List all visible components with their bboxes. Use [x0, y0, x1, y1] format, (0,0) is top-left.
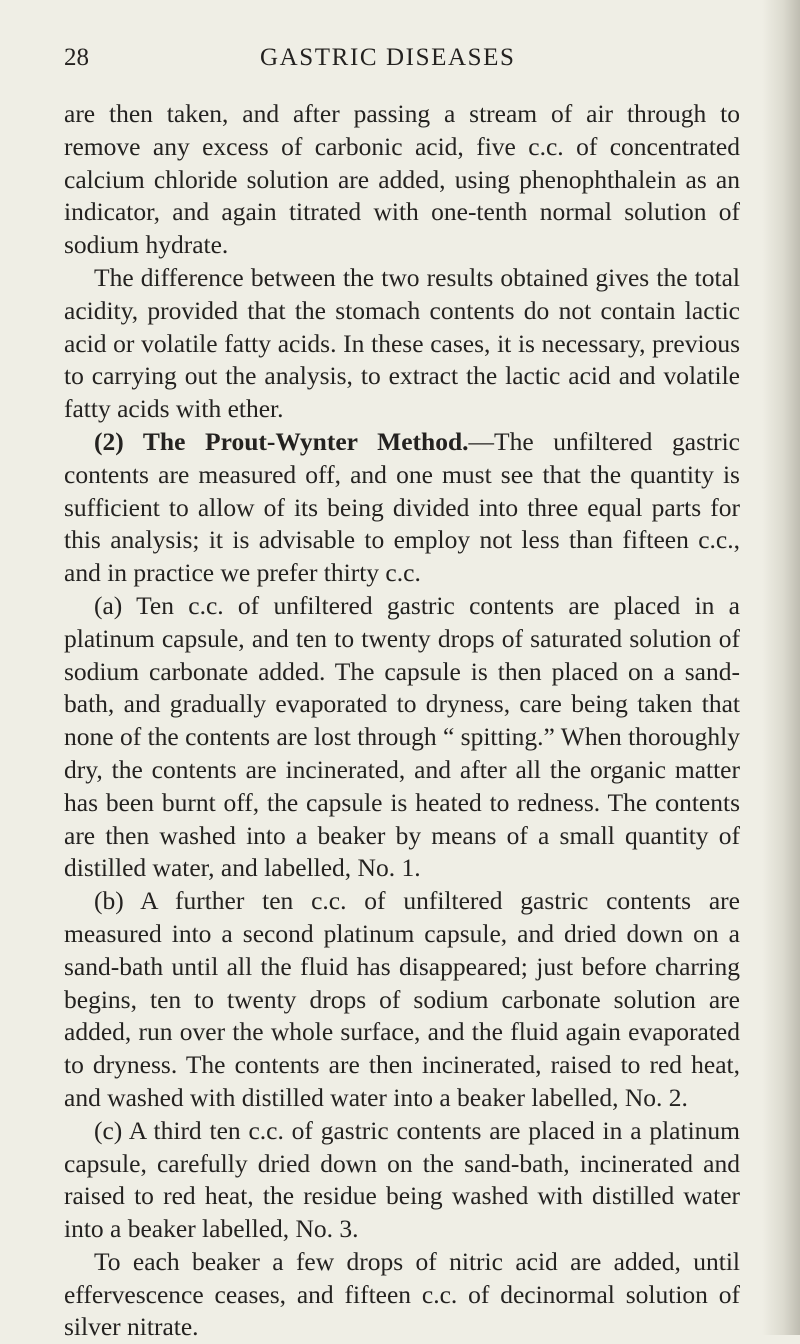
- paragraph-step-b: [64, 885, 740, 1115]
- paragraph-text: are then taken, and after passing a stream of air through to remove any excess of carbonic acid, five c.c. of concentrated calcium chloride solution are added, using phenophthalein as an indicator, and again titrated with one-tenth normal solution of sodium hydrate.: [64, 99, 740, 260]
- method-heading: (2) The Prout-Wynter Method.: [94, 426, 469, 456]
- book-page: [64, 44, 740, 1344]
- paragraph-nitric-acid: [64, 1246, 740, 1344]
- paragraph-text: —The unfiltered gastric contents are measured off, and one must see that the quantity is sufficient to allow of its being divided into three equal parts for this analysis; it is advisable to employ not less than fifteen c.c., and in practice we prefer thirty c.c.: [64, 426, 740, 588]
- paragraph-prout-wynter: [64, 426, 740, 590]
- paragraph-step-a: [64, 590, 740, 885]
- page-number: 28: [64, 44, 89, 71]
- paragraph-continuation: [64, 98, 740, 262]
- paragraph-text: The difference between the two results obtained gives the total acidity, provided that the stomach contents do not contain lactic acid or volatile fatty acids. In these cases, it is necessary, previous to carrying out the analysis, to extract the lactic acid and volatile fatty acids with ether.: [64, 262, 740, 424]
- paragraph-text: (b) A further ten c.c. of unfiltered gastric contents are measured into a second platinum capsule, and dried down on a sand-bath until all the fluid has disappeared; just before charring begins, ten to twenty drops of sodium carbonate solution are added, run over the whole surface, and the fluid again evaporated to dryness. The contents are then incinerated, raised to red heat, and washed with distilled water into a beaker labelled, No. 2.: [64, 886, 740, 1112]
- running-head: GASTRIC DISEASES: [260, 44, 516, 71]
- page-header: [64, 44, 740, 82]
- paragraph-text: To each beaker a few drops of nitric acid are added, until effervescence ceases, and fifteen c.c. of decinormal solution of silver nitrate.: [64, 1246, 740, 1342]
- paragraph-step-c: [64, 1115, 740, 1246]
- paragraph-text: (c) A third ten c.c. of gastric contents are placed in a platinum capsule, carefully dried down on the sand-bath, incinerated and raised to red heat, the residue being washed with distilled water into a beaker labelled, No. 3.: [64, 1115, 740, 1244]
- paragraph-total-acidity: [64, 262, 740, 426]
- body-text: [64, 98, 740, 1344]
- paragraph-text: (a) Ten c.c. of unfiltered gastric contents are placed in a platinum capsule, and ten to twenty drops of saturated solution of sodium carbonate added. The capsule is then placed on a sand-bath, and gradually evaporated to dryness, care being taken that none of the contents are lost through “ spitting.” When thoroughly dry, the contents are incinerated, and after all the organic matter has been burnt off, the capsule is heated to redness. The contents are then washed into a beaker by means of a small quantity of distilled water, and labelled, No. 1.: [64, 590, 740, 883]
- page-edge-shadow: [762, 0, 800, 1335]
